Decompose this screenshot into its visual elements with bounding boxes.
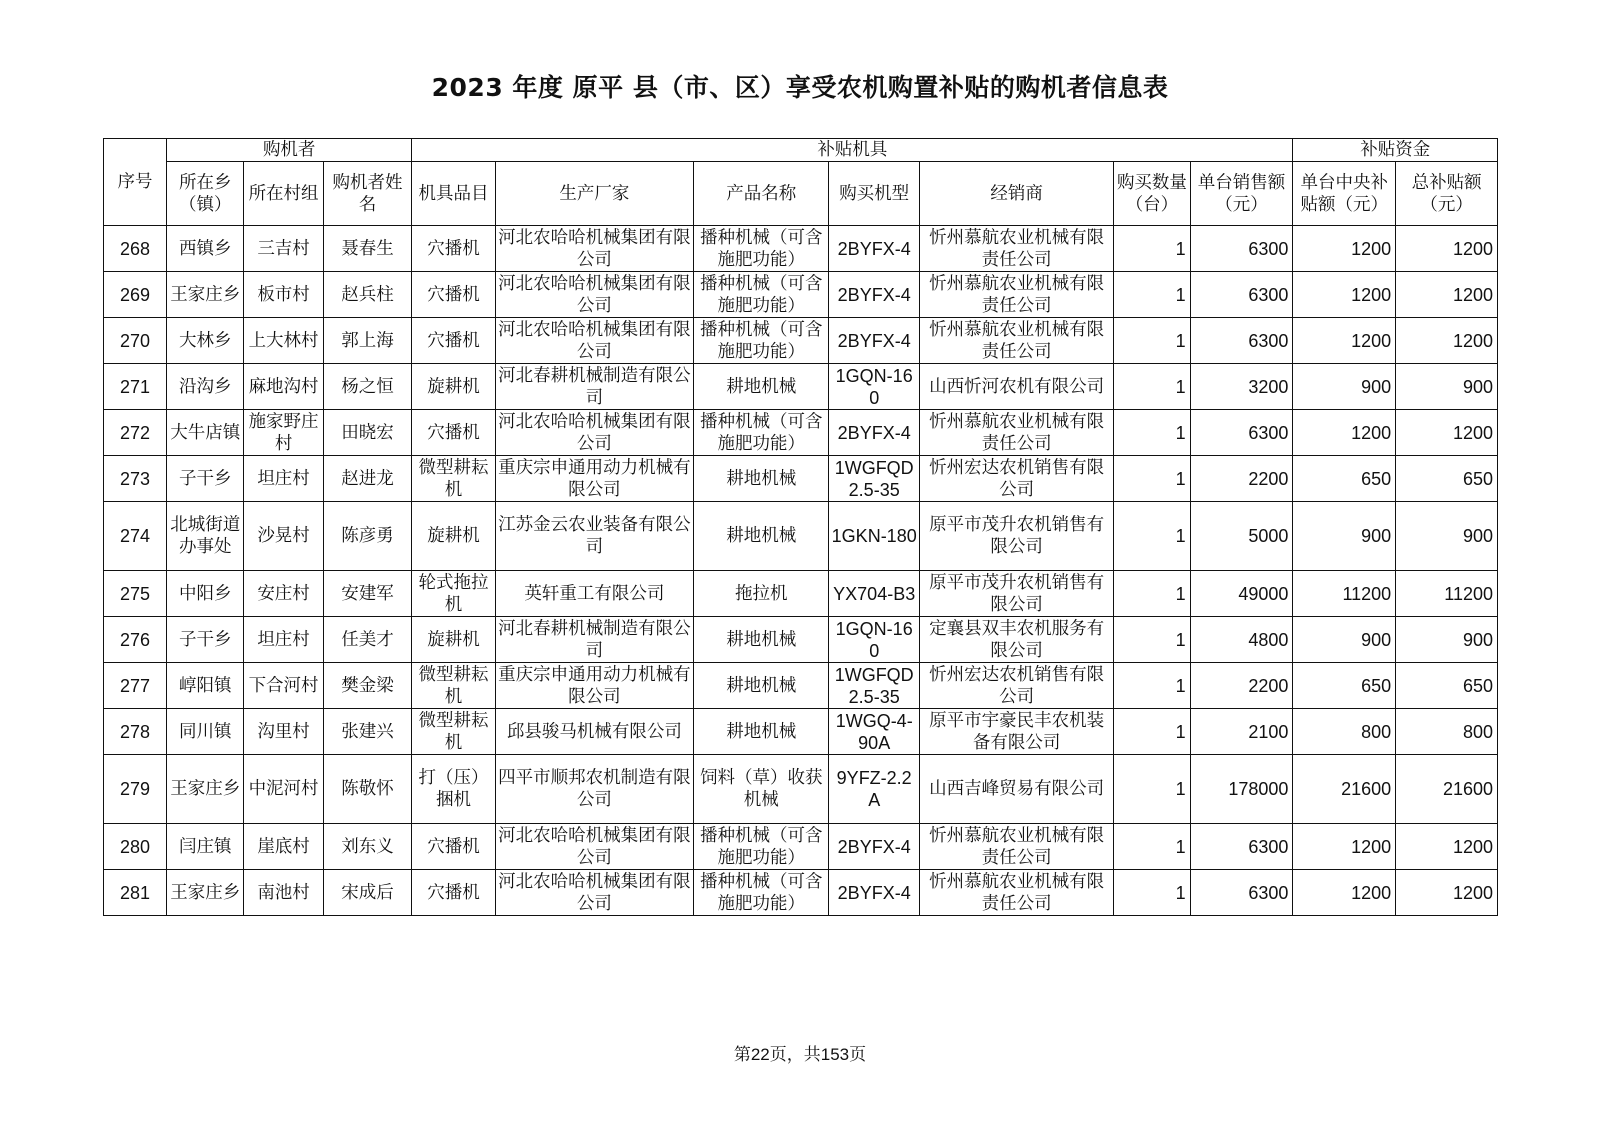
cell-dealer: 忻州慕航农业机械有限责任公司 <box>919 226 1113 272</box>
header-group-machine: 补贴机具 <box>412 139 1293 162</box>
cell-price: 6300 <box>1190 226 1293 272</box>
cell-village: 板市村 <box>244 272 323 318</box>
cell-manufacturer: 四平市顺邦农机制造有限公司 <box>495 755 693 824</box>
cell-buyer-name: 宋成后 <box>323 870 412 916</box>
cell-total-subsidy: 900 <box>1396 617 1498 663</box>
buyer-info-table <box>103 138 1498 916</box>
page-title: 2023 年度 原平 县（市、区）享受农机购置补贴的购机者信息表 <box>431 73 1169 102</box>
cell-price: 3200 <box>1190 364 1293 410</box>
cell-category: 旋耕机 <box>412 364 495 410</box>
cell-township: 子干乡 <box>167 617 244 663</box>
table-row <box>104 502 1498 571</box>
cell-buyer-name: 安建军 <box>323 571 412 617</box>
cell-dealer: 山西吉峰贸易有限公司 <box>919 755 1113 824</box>
cell-seq: 272 <box>104 410 167 456</box>
cell-seq: 280 <box>104 824 167 870</box>
cell-price: 2200 <box>1190 456 1293 502</box>
cell-manufacturer: 河北农哈哈机械集团有限公司 <box>495 272 693 318</box>
cell-price: 4800 <box>1190 617 1293 663</box>
cell-category: 轮式拖拉机 <box>412 571 495 617</box>
cell-price: 5000 <box>1190 502 1293 571</box>
cell-seq: 276 <box>104 617 167 663</box>
cell-manufacturer: 河北春耕机械制造有限公司 <box>495 364 693 410</box>
cell-township: 王家庄乡 <box>167 272 244 318</box>
cell-township: 闫庄镇 <box>167 824 244 870</box>
cell-price: 178000 <box>1190 755 1293 824</box>
cell-central-subsidy: 900 <box>1293 617 1396 663</box>
header-manufacturer: 生产厂家 <box>495 162 693 226</box>
cell-category: 穴播机 <box>412 272 495 318</box>
cell-village: 坦庄村 <box>244 617 323 663</box>
cell-model: 1WGFQD2.5-35 <box>829 456 920 502</box>
table-row <box>104 571 1498 617</box>
cell-model: 9YFZ-2.2A <box>829 755 920 824</box>
cell-manufacturer: 河北农哈哈机械集团有限公司 <box>495 410 693 456</box>
cell-village: 上大林村 <box>244 318 323 364</box>
cell-dealer: 忻州慕航农业机械有限责任公司 <box>919 870 1113 916</box>
cell-dealer: 忻州宏达农机销售有限公司 <box>919 663 1113 709</box>
cell-model: 2BYFX-4 <box>829 272 920 318</box>
footer-suffix: 页 <box>849 1045 867 1065</box>
cell-dealer: 忻州慕航农业机械有限责任公司 <box>919 318 1113 364</box>
cell-qty: 1 <box>1114 410 1190 456</box>
cell-manufacturer: 河北农哈哈机械集团有限公司 <box>495 318 693 364</box>
cell-dealer: 原平市茂升农机销售有限公司 <box>919 502 1113 571</box>
table-row <box>104 226 1498 272</box>
cell-price: 6300 <box>1190 272 1293 318</box>
cell-product: 播种机械（可含施肥功能） <box>694 226 829 272</box>
header-township: 所在乡（镇） <box>167 162 244 226</box>
cell-product: 耕地机械 <box>694 364 829 410</box>
cell-product: 播种机械（可含施肥功能） <box>694 272 829 318</box>
cell-product: 耕地机械 <box>694 502 829 571</box>
cell-category: 微型耕耘机 <box>412 709 495 755</box>
header-model: 购买机型 <box>829 162 920 226</box>
cell-dealer: 原平市宇豪民丰农机装备有限公司 <box>919 709 1113 755</box>
cell-model: 1GQN-160 <box>829 364 920 410</box>
cell-model: 2BYFX-4 <box>829 410 920 456</box>
cell-central-subsidy: 900 <box>1293 364 1396 410</box>
cell-qty: 1 <box>1114 226 1190 272</box>
cell-total-subsidy: 1200 <box>1396 870 1498 916</box>
cell-village: 沟里村 <box>244 709 323 755</box>
cell-manufacturer: 江苏金云农业装备有限公司 <box>495 502 693 571</box>
cell-total-subsidy: 1200 <box>1396 410 1498 456</box>
cell-central-subsidy: 1200 <box>1293 870 1396 916</box>
cell-dealer: 忻州慕航农业机械有限责任公司 <box>919 410 1113 456</box>
cell-category: 微型耕耘机 <box>412 456 495 502</box>
table-row <box>104 755 1498 824</box>
cell-village: 施家野庄村 <box>244 410 323 456</box>
table-row <box>104 364 1498 410</box>
cell-model: 2BYFX-4 <box>829 226 920 272</box>
cell-product: 播种机械（可含施肥功能） <box>694 824 829 870</box>
cell-village: 中泥河村 <box>244 755 323 824</box>
cell-model: 2BYFX-4 <box>829 824 920 870</box>
cell-township: 沿沟乡 <box>167 364 244 410</box>
cell-qty: 1 <box>1114 318 1190 364</box>
cell-central-subsidy: 650 <box>1293 663 1396 709</box>
cell-price: 6300 <box>1190 410 1293 456</box>
cell-central-subsidy: 1200 <box>1293 226 1396 272</box>
cell-buyer-name: 杨之恒 <box>323 364 412 410</box>
cell-buyer-name: 刘东义 <box>323 824 412 870</box>
cell-manufacturer: 河北农哈哈机械集团有限公司 <box>495 824 693 870</box>
cell-village: 三吉村 <box>244 226 323 272</box>
cell-buyer-name: 聂春生 <box>323 226 412 272</box>
header-qty: 购买数量（台） <box>1114 162 1190 226</box>
cell-product: 播种机械（可含施肥功能） <box>694 410 829 456</box>
cell-dealer: 忻州慕航农业机械有限责任公司 <box>919 824 1113 870</box>
cell-township: 崞阳镇 <box>167 663 244 709</box>
cell-model: 2BYFX-4 <box>829 870 920 916</box>
header-dealer: 经销商 <box>919 162 1113 226</box>
cell-total-subsidy: 1200 <box>1396 226 1498 272</box>
table-row <box>104 456 1498 502</box>
cell-seq: 274 <box>104 502 167 571</box>
cell-seq: 268 <box>104 226 167 272</box>
cell-seq: 273 <box>104 456 167 502</box>
cell-product: 耕地机械 <box>694 456 829 502</box>
cell-category: 穴播机 <box>412 410 495 456</box>
header-group-buyer: 购机者 <box>167 139 412 162</box>
cell-seq: 271 <box>104 364 167 410</box>
footer-total-pages: 153 <box>820 1045 850 1064</box>
cell-village: 安庄村 <box>244 571 323 617</box>
cell-manufacturer: 重庆宗申通用动力机械有限公司 <box>495 456 693 502</box>
cell-buyer-name: 陈彦勇 <box>323 502 412 571</box>
cell-central-subsidy: 1200 <box>1293 272 1396 318</box>
cell-dealer: 定襄县双丰农机服务有限公司 <box>919 617 1113 663</box>
cell-village: 崖底村 <box>244 824 323 870</box>
cell-central-subsidy: 1200 <box>1293 410 1396 456</box>
cell-central-subsidy: 800 <box>1293 709 1396 755</box>
header-price: 单台销售额（元） <box>1190 162 1293 226</box>
cell-village: 南池村 <box>244 870 323 916</box>
cell-price: 49000 <box>1190 571 1293 617</box>
footer-page-number: 22 <box>750 1045 770 1064</box>
cell-qty: 1 <box>1114 272 1190 318</box>
cell-product: 耕地机械 <box>694 663 829 709</box>
cell-seq: 278 <box>104 709 167 755</box>
cell-manufacturer: 河北农哈哈机械集团有限公司 <box>495 870 693 916</box>
cell-price: 6300 <box>1190 870 1293 916</box>
cell-dealer: 原平市茂升农机销售有限公司 <box>919 571 1113 617</box>
cell-seq: 279 <box>104 755 167 824</box>
cell-buyer-name: 樊金梁 <box>323 663 412 709</box>
cell-product: 播种机械（可含施肥功能） <box>694 318 829 364</box>
table-body <box>104 226 1498 916</box>
cell-qty: 1 <box>1114 502 1190 571</box>
cell-category: 旋耕机 <box>412 617 495 663</box>
cell-seq: 270 <box>104 318 167 364</box>
cell-category: 穴播机 <box>412 226 495 272</box>
cell-price: 2200 <box>1190 663 1293 709</box>
footer-mid: 页，共 <box>769 1045 821 1065</box>
cell-qty: 1 <box>1114 709 1190 755</box>
cell-manufacturer: 英轩重工有限公司 <box>495 571 693 617</box>
cell-qty: 1 <box>1114 364 1190 410</box>
cell-central-subsidy: 650 <box>1293 456 1396 502</box>
cell-total-subsidy: 800 <box>1396 709 1498 755</box>
cell-category: 打（压）捆机 <box>412 755 495 824</box>
cell-model: 1GQN-160 <box>829 617 920 663</box>
header-buyer-name: 购机者姓名 <box>323 162 412 226</box>
cell-township: 王家庄乡 <box>167 870 244 916</box>
cell-village: 麻地沟村 <box>244 364 323 410</box>
cell-village: 沙晃村 <box>244 502 323 571</box>
cell-buyer-name: 任美才 <box>323 617 412 663</box>
cell-buyer-name: 张建兴 <box>323 709 412 755</box>
cell-buyer-name: 郭上海 <box>323 318 412 364</box>
cell-central-subsidy: 900 <box>1293 502 1396 571</box>
cell-seq: 277 <box>104 663 167 709</box>
cell-category: 旋耕机 <box>412 502 495 571</box>
cell-category: 穴播机 <box>412 824 495 870</box>
cell-model: 1GKN-180 <box>829 502 920 571</box>
cell-buyer-name: 田晓宏 <box>323 410 412 456</box>
header-village: 所在村组 <box>244 162 323 226</box>
cell-product: 耕地机械 <box>694 617 829 663</box>
cell-model: YX704-B3 <box>829 571 920 617</box>
cell-total-subsidy: 650 <box>1396 663 1498 709</box>
cell-village: 坦庄村 <box>244 456 323 502</box>
cell-central-subsidy: 1200 <box>1293 318 1396 364</box>
cell-village: 下合河村 <box>244 663 323 709</box>
cell-manufacturer: 邱县骏马机械有限公司 <box>495 709 693 755</box>
cell-category: 穴播机 <box>412 318 495 364</box>
header-central-subsidy: 单台中央补贴额（元） <box>1293 162 1396 226</box>
cell-total-subsidy: 1200 <box>1396 272 1498 318</box>
cell-product: 播种机械（可含施肥功能） <box>694 870 829 916</box>
cell-manufacturer: 河北农哈哈机械集团有限公司 <box>495 226 693 272</box>
cell-total-subsidy: 900 <box>1396 502 1498 571</box>
table-row <box>104 824 1498 870</box>
cell-township: 同川镇 <box>167 709 244 755</box>
cell-dealer: 忻州慕航农业机械有限责任公司 <box>919 272 1113 318</box>
cell-township: 北城街道办事处 <box>167 502 244 571</box>
cell-qty: 1 <box>1114 824 1190 870</box>
footer-prefix: 第 <box>733 1045 751 1065</box>
header-category: 机具品目 <box>412 162 495 226</box>
cell-buyer-name: 陈敬怀 <box>323 755 412 824</box>
cell-price: 6300 <box>1190 318 1293 364</box>
cell-seq: 269 <box>104 272 167 318</box>
cell-buyer-name: 赵进龙 <box>323 456 412 502</box>
cell-central-subsidy: 1200 <box>1293 824 1396 870</box>
cell-township: 子干乡 <box>167 456 244 502</box>
cell-qty: 1 <box>1114 870 1190 916</box>
cell-qty: 1 <box>1114 571 1190 617</box>
table-row <box>104 410 1498 456</box>
cell-manufacturer: 河北春耕机械制造有限公司 <box>495 617 693 663</box>
cell-township: 王家庄乡 <box>167 755 244 824</box>
cell-price: 6300 <box>1190 824 1293 870</box>
cell-product: 拖拉机 <box>694 571 829 617</box>
cell-model: 1WGFQD2.5-35 <box>829 663 920 709</box>
cell-qty: 1 <box>1114 755 1190 824</box>
cell-product: 饲料（草）收获机械 <box>694 755 829 824</box>
cell-total-subsidy: 1200 <box>1396 318 1498 364</box>
cell-category: 微型耕耘机 <box>412 663 495 709</box>
cell-qty: 1 <box>1114 617 1190 663</box>
cell-model: 2BYFX-4 <box>829 318 920 364</box>
cell-township: 中阳乡 <box>167 571 244 617</box>
cell-qty: 1 <box>1114 456 1190 502</box>
header-group-fund: 补贴资金 <box>1293 139 1498 162</box>
cell-central-subsidy: 21600 <box>1293 755 1396 824</box>
cell-total-subsidy: 11200 <box>1396 571 1498 617</box>
table-row <box>104 709 1498 755</box>
header-seq: 序号 <box>104 139 167 226</box>
cell-seq: 281 <box>104 870 167 916</box>
page-footer <box>0 1040 1600 1065</box>
table-row <box>104 617 1498 663</box>
cell-dealer: 忻州宏达农机销售有限公司 <box>919 456 1113 502</box>
cell-product: 耕地机械 <box>694 709 829 755</box>
cell-central-subsidy: 11200 <box>1293 571 1396 617</box>
cell-township: 西镇乡 <box>167 226 244 272</box>
cell-dealer: 山西忻河农机有限公司 <box>919 364 1113 410</box>
table-row <box>104 663 1498 709</box>
cell-total-subsidy: 650 <box>1396 456 1498 502</box>
cell-total-subsidy: 1200 <box>1396 824 1498 870</box>
cell-manufacturer: 重庆宗申通用动力机械有限公司 <box>495 663 693 709</box>
cell-model: 1WGQ-4-90A <box>829 709 920 755</box>
cell-total-subsidy: 21600 <box>1396 755 1498 824</box>
table-row <box>104 870 1498 916</box>
cell-price: 2100 <box>1190 709 1293 755</box>
cell-township: 大牛店镇 <box>167 410 244 456</box>
table-row <box>104 272 1498 318</box>
header-product: 产品名称 <box>694 162 829 226</box>
cell-buyer-name: 赵兵柱 <box>323 272 412 318</box>
header-total-subsidy: 总补贴额（元） <box>1396 162 1498 226</box>
cell-township: 大林乡 <box>167 318 244 364</box>
cell-total-subsidy: 900 <box>1396 364 1498 410</box>
cell-qty: 1 <box>1114 663 1190 709</box>
table-row <box>104 318 1498 364</box>
cell-seq: 275 <box>104 571 167 617</box>
cell-category: 穴播机 <box>412 870 495 916</box>
